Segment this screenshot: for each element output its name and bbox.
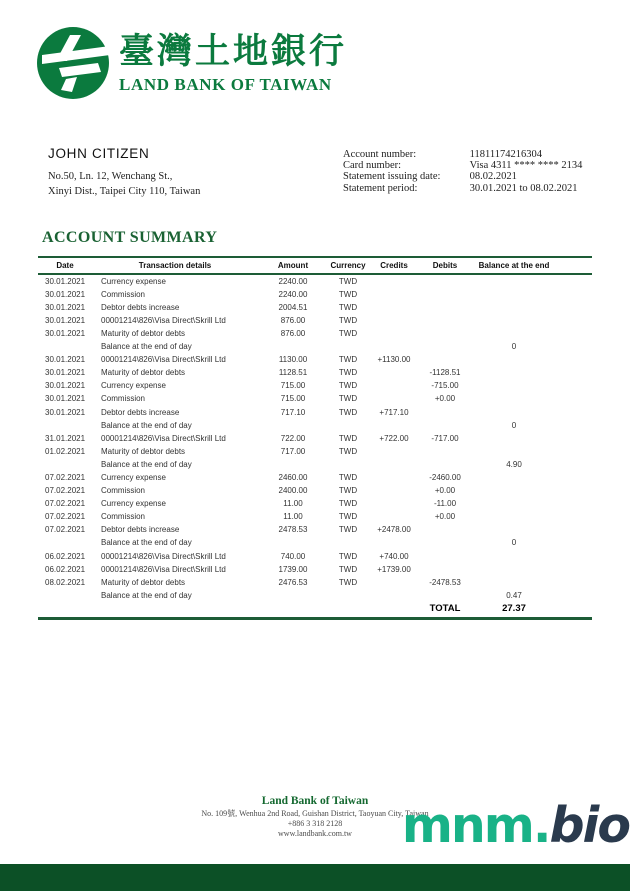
table-cell: +740.00 xyxy=(379,551,409,561)
table-cell xyxy=(258,537,328,550)
table-row xyxy=(38,406,592,419)
table-cell: -1128.51 xyxy=(429,368,461,378)
bottom-green-bar xyxy=(0,864,630,891)
table-row xyxy=(38,301,592,314)
table-cell: TWD xyxy=(338,473,358,482)
column-header-currency: Currency xyxy=(330,261,366,270)
table-cell: 4.90 xyxy=(506,459,522,469)
table-cell xyxy=(368,471,420,484)
table-cell: TWD xyxy=(338,328,358,338)
table-cell: 717.00 xyxy=(280,446,306,456)
table-cell xyxy=(368,314,420,327)
table-cell xyxy=(258,419,328,432)
table-cell xyxy=(470,406,592,419)
table-cell: TWD xyxy=(338,525,358,535)
summary-table-body xyxy=(38,274,592,602)
footer-phone: +886 3 318 2128 xyxy=(287,819,343,828)
table-cell xyxy=(258,340,328,353)
table-cell: 30.01.2021 xyxy=(45,381,86,391)
table-cell xyxy=(420,327,470,340)
landbank-logo-icon xyxy=(36,26,110,100)
statement-info-block xyxy=(343,149,582,194)
table-cell: 2004.51 xyxy=(278,302,308,312)
table-cell: Balance at the end of day xyxy=(101,538,192,548)
table-cell xyxy=(258,589,328,602)
table-cell: -2478.53 xyxy=(429,577,461,587)
table-row xyxy=(38,367,592,380)
table-cell: 30.01.2021 xyxy=(45,315,86,325)
statement-issuing-date-label: Statement issuing date: xyxy=(343,171,441,183)
column-header-debits: Debits xyxy=(432,261,458,270)
column-header-amount: Amount xyxy=(277,261,309,270)
table-cell xyxy=(470,274,592,288)
table-cell xyxy=(420,314,470,327)
statement-issuing-date-value: 08.02.2021 xyxy=(469,171,517,183)
table-cell: 876.00 xyxy=(280,315,306,325)
table-cell xyxy=(38,419,92,432)
table-cell: Balance at the end of day xyxy=(101,342,192,352)
table-cell xyxy=(368,511,420,524)
table-cell: TWD xyxy=(338,394,358,404)
table-cell xyxy=(368,288,420,301)
table-cell: TWD xyxy=(338,433,358,443)
table-cell: 715.00 xyxy=(280,394,306,404)
table-cell: TWD xyxy=(338,486,358,496)
card-number-value: Visa 4311 **** **** 2134 xyxy=(469,160,583,172)
table-cell xyxy=(470,485,592,498)
table-cell: +722.00 xyxy=(379,433,409,443)
table-row xyxy=(38,485,592,498)
table-cell: Balance at the end of day xyxy=(101,590,192,600)
column-header-credits: Credits xyxy=(380,261,408,270)
table-cell xyxy=(38,340,92,353)
table-cell xyxy=(368,301,420,314)
table-cell: 07.02.2021 xyxy=(45,473,86,482)
table-cell xyxy=(470,354,592,367)
table-cell: Currency expense xyxy=(101,381,166,391)
account-summary-title: ACCOUNT SUMMARY xyxy=(42,229,218,246)
table-cell: TWD xyxy=(338,407,358,417)
statement-period-value: 30.01.2021 to 08.02.2021 xyxy=(469,182,578,194)
table-cell: TWD xyxy=(338,499,358,509)
table-cell xyxy=(420,537,470,550)
table-row xyxy=(38,419,592,432)
table-cell: Debtor debts increase xyxy=(101,407,180,417)
table-cell xyxy=(368,419,420,432)
table-cell: 07.02.2021 xyxy=(45,499,86,509)
table-cell: Balance at the end of day xyxy=(101,420,192,430)
table-cell: -717.00 xyxy=(431,433,459,443)
table-cell: Currency expense xyxy=(101,499,166,509)
table-cell: Commission xyxy=(101,512,146,522)
table-cell: TWD xyxy=(338,289,358,299)
table-cell xyxy=(420,445,470,458)
table-cell xyxy=(420,406,470,419)
table-row xyxy=(38,340,592,353)
total-label: TOTAL xyxy=(429,603,461,615)
watermark-bio: bio xyxy=(549,797,629,854)
account-holder-block xyxy=(48,146,200,199)
table-cell: 1128.51 xyxy=(278,368,308,378)
table-row xyxy=(38,511,592,524)
table-cell: 722.00 xyxy=(280,433,306,443)
table-cell xyxy=(38,589,92,602)
table-cell: 0 xyxy=(511,538,517,548)
table-cell xyxy=(470,314,592,327)
mnm-bio-watermark xyxy=(402,797,629,855)
brand-header xyxy=(36,26,347,100)
table-cell: TWD xyxy=(338,355,358,365)
table-cell: +717.10 xyxy=(379,407,409,417)
table-cell: 0.47 xyxy=(506,590,522,600)
table-cell xyxy=(368,498,420,511)
table-cell: 740.00 xyxy=(280,551,306,561)
table-row xyxy=(38,327,592,340)
table-cell xyxy=(420,524,470,537)
table-cell: 07.02.2021 xyxy=(45,512,86,522)
table-cell xyxy=(38,458,92,471)
table-cell xyxy=(368,458,420,471)
table-cell xyxy=(420,563,470,576)
table-cell: 06.02.2021 xyxy=(45,551,86,561)
table-cell: +1130.00 xyxy=(377,355,411,365)
table-cell: -2460.00 xyxy=(429,473,461,482)
table-cell xyxy=(38,537,92,550)
table-row xyxy=(38,589,592,602)
table-cell: 0 xyxy=(511,342,517,352)
table-cell xyxy=(420,589,470,602)
table-cell: TWD xyxy=(338,551,358,561)
table-cell: 00001214\826\Visa Direct\Skrill Ltd xyxy=(101,564,226,574)
table-cell xyxy=(420,288,470,301)
table-cell xyxy=(328,419,368,432)
table-cell: TWD xyxy=(338,276,358,286)
account-number-value: 11811174216304 xyxy=(469,149,542,160)
table-row xyxy=(38,563,592,576)
total-value: 27.37 xyxy=(502,603,526,615)
account-holder-address-line2: Xinyi Dist., Taipei City 110, Taiwan xyxy=(48,185,201,197)
table-cell: 30.01.2021 xyxy=(45,302,86,312)
brand-text xyxy=(119,31,347,95)
table-row xyxy=(38,274,592,288)
table-cell xyxy=(470,288,592,301)
table-cell xyxy=(328,537,368,550)
table-row xyxy=(38,354,592,367)
table-cell: 2240.00 xyxy=(278,276,308,286)
table-cell: 2460.00 xyxy=(278,473,308,482)
table-cell xyxy=(368,274,420,288)
table-cell xyxy=(420,340,470,353)
footer-address: No. 109號, Wenhua 2nd Road, Guishan District, Taoyuan City, Taiwan xyxy=(201,809,429,818)
table-cell: 07.02.2021 xyxy=(45,525,86,535)
table-cell: 715.00 xyxy=(280,381,306,391)
table-cell: 01.02.2021 xyxy=(45,446,86,456)
table-cell: +2478.00 xyxy=(377,525,411,535)
table-cell: +1739.00 xyxy=(377,564,411,574)
table-cell: TWD xyxy=(338,381,358,391)
table-cell: 2240.00 xyxy=(278,289,308,299)
table-cell: 0 xyxy=(511,420,517,430)
watermark-mnm: mnm. xyxy=(401,797,550,854)
table-row xyxy=(38,314,592,327)
table-cell xyxy=(420,354,470,367)
table-cell: 1739.00 xyxy=(278,564,308,574)
table-cell: Maturity of debtor debts xyxy=(101,328,186,338)
table-header-row xyxy=(38,257,592,274)
table-cell: 30.01.2021 xyxy=(45,276,86,286)
table-cell xyxy=(470,367,592,380)
total-row xyxy=(38,602,592,619)
table-cell xyxy=(328,458,368,471)
table-row xyxy=(38,537,592,550)
table-row xyxy=(38,524,592,537)
footer-website: www.landbank.com.tw xyxy=(278,829,352,838)
table-cell: +0.00 xyxy=(434,512,456,522)
table-cell: Commission xyxy=(101,289,146,299)
table-cell xyxy=(368,445,420,458)
table-cell: Currency expense xyxy=(101,276,166,286)
table-cell xyxy=(368,485,420,498)
table-cell: 30.01.2021 xyxy=(45,394,86,404)
table-cell: Currency expense xyxy=(101,473,166,482)
table-cell xyxy=(368,380,420,393)
table-cell: 30.01.2021 xyxy=(45,289,86,299)
table-cell: 717.10 xyxy=(280,407,306,417)
table-cell: 06.02.2021 xyxy=(45,564,86,574)
table-cell xyxy=(328,589,368,602)
card-number-label: Card number: xyxy=(343,160,402,172)
table-cell xyxy=(368,393,420,406)
statement-info-row xyxy=(343,160,582,171)
table-row xyxy=(38,445,592,458)
table-cell: Debtor debts increase xyxy=(101,302,180,312)
table-cell xyxy=(470,576,592,589)
table-cell xyxy=(368,589,420,602)
table-cell: 08.02.2021 xyxy=(45,577,86,587)
table-cell xyxy=(470,550,592,563)
account-number-label: Account number: xyxy=(343,149,417,160)
table-cell: TWD xyxy=(338,446,358,456)
table-cell: 07.02.2021 xyxy=(45,486,86,496)
statement-info-row xyxy=(343,149,582,160)
statement-period-label: Statement period: xyxy=(343,182,418,194)
table-cell: +0.00 xyxy=(434,394,456,404)
table-cell: Balance at the end of day xyxy=(101,459,192,469)
table-cell xyxy=(470,380,592,393)
table-cell: 30.01.2021 xyxy=(45,407,86,417)
account-holder-address-line1: No.50, Ln. 12, Wenchang St., xyxy=(48,171,173,182)
table-cell xyxy=(368,340,420,353)
table-cell: 11.00 xyxy=(283,499,303,509)
table-cell xyxy=(470,511,592,524)
table-cell xyxy=(470,301,592,314)
account-holder-name: JOHN CITIZEN xyxy=(48,146,150,161)
footer-bank-name: Land Bank of Taiwan xyxy=(261,795,369,807)
bank-name-chinese: 臺灣土地銀行 xyxy=(119,32,348,71)
table-cell xyxy=(420,419,470,432)
statement-info-row xyxy=(343,171,582,182)
table-cell: TWD xyxy=(338,564,358,574)
table-cell: TWD xyxy=(338,368,358,378)
table-cell: 2478.53 xyxy=(278,525,308,535)
table-row xyxy=(38,380,592,393)
table-cell: 00001214\826\Visa Direct\Skrill Ltd xyxy=(101,433,226,443)
table-cell: 31.01.2021 xyxy=(45,433,86,443)
table-cell xyxy=(258,458,328,471)
table-cell xyxy=(368,327,420,340)
column-header-transaction-details: Transaction details xyxy=(138,261,212,270)
table-row xyxy=(38,576,592,589)
column-header-date: Date xyxy=(56,261,74,270)
statement-info-row xyxy=(343,183,582,194)
table-row xyxy=(38,550,592,563)
table-cell xyxy=(470,445,592,458)
table-cell: 1130.00 xyxy=(278,355,308,365)
table-row xyxy=(38,393,592,406)
table-cell: 2400.00 xyxy=(278,486,308,496)
table-cell xyxy=(470,471,592,484)
table-cell xyxy=(470,524,592,537)
column-header-balance: Balance at the end xyxy=(478,261,550,270)
bank-name-english: LAND BANK OF TAIWAN xyxy=(119,75,332,94)
table-cell: Maturity of debtor debts xyxy=(101,446,186,456)
account-summary-table xyxy=(38,256,592,620)
table-cell: 00001214\826\Visa Direct\Skrill Ltd xyxy=(101,355,226,365)
table-cell: Maturity of debtor debts xyxy=(101,368,186,378)
table-cell xyxy=(470,498,592,511)
table-cell xyxy=(368,537,420,550)
table-row xyxy=(38,432,592,445)
table-cell: TWD xyxy=(338,512,358,522)
table-cell: 30.01.2021 xyxy=(45,328,86,338)
table-cell: -715.00 xyxy=(431,381,459,391)
table-row xyxy=(38,288,592,301)
table-cell: TWD xyxy=(338,302,358,312)
table-cell xyxy=(368,576,420,589)
table-cell: 30.01.2021 xyxy=(45,355,86,365)
table-cell: TWD xyxy=(338,315,358,325)
table-cell xyxy=(470,563,592,576)
table-cell: 11.00 xyxy=(283,512,303,522)
table-cell: 00001214\826\Visa Direct\Skrill Ltd xyxy=(101,315,226,325)
table-cell: 00001214\826\Visa Direct\Skrill Ltd xyxy=(101,551,226,561)
table-cell: Maturity of debtor debts xyxy=(101,577,186,587)
table-cell: +0.00 xyxy=(434,486,456,496)
table-cell: Debtor debts increase xyxy=(101,525,180,535)
table-cell: Commission xyxy=(101,486,146,496)
table-row xyxy=(38,498,592,511)
table-cell xyxy=(420,274,470,288)
table-cell xyxy=(470,432,592,445)
table-cell: 2476.53 xyxy=(278,577,308,587)
table-cell: Commission xyxy=(101,394,146,404)
table-cell: 876.00 xyxy=(280,328,306,338)
table-cell xyxy=(420,301,470,314)
table-row xyxy=(38,471,592,484)
table-row xyxy=(38,458,592,471)
table-cell: TWD xyxy=(338,577,358,587)
table-cell xyxy=(368,367,420,380)
table-cell xyxy=(420,550,470,563)
table-cell xyxy=(470,393,592,406)
table-cell: -11.00 xyxy=(433,499,457,509)
table-cell: 30.01.2021 xyxy=(45,368,86,378)
table-cell xyxy=(470,327,592,340)
table-cell xyxy=(420,458,470,471)
table-cell xyxy=(328,340,368,353)
